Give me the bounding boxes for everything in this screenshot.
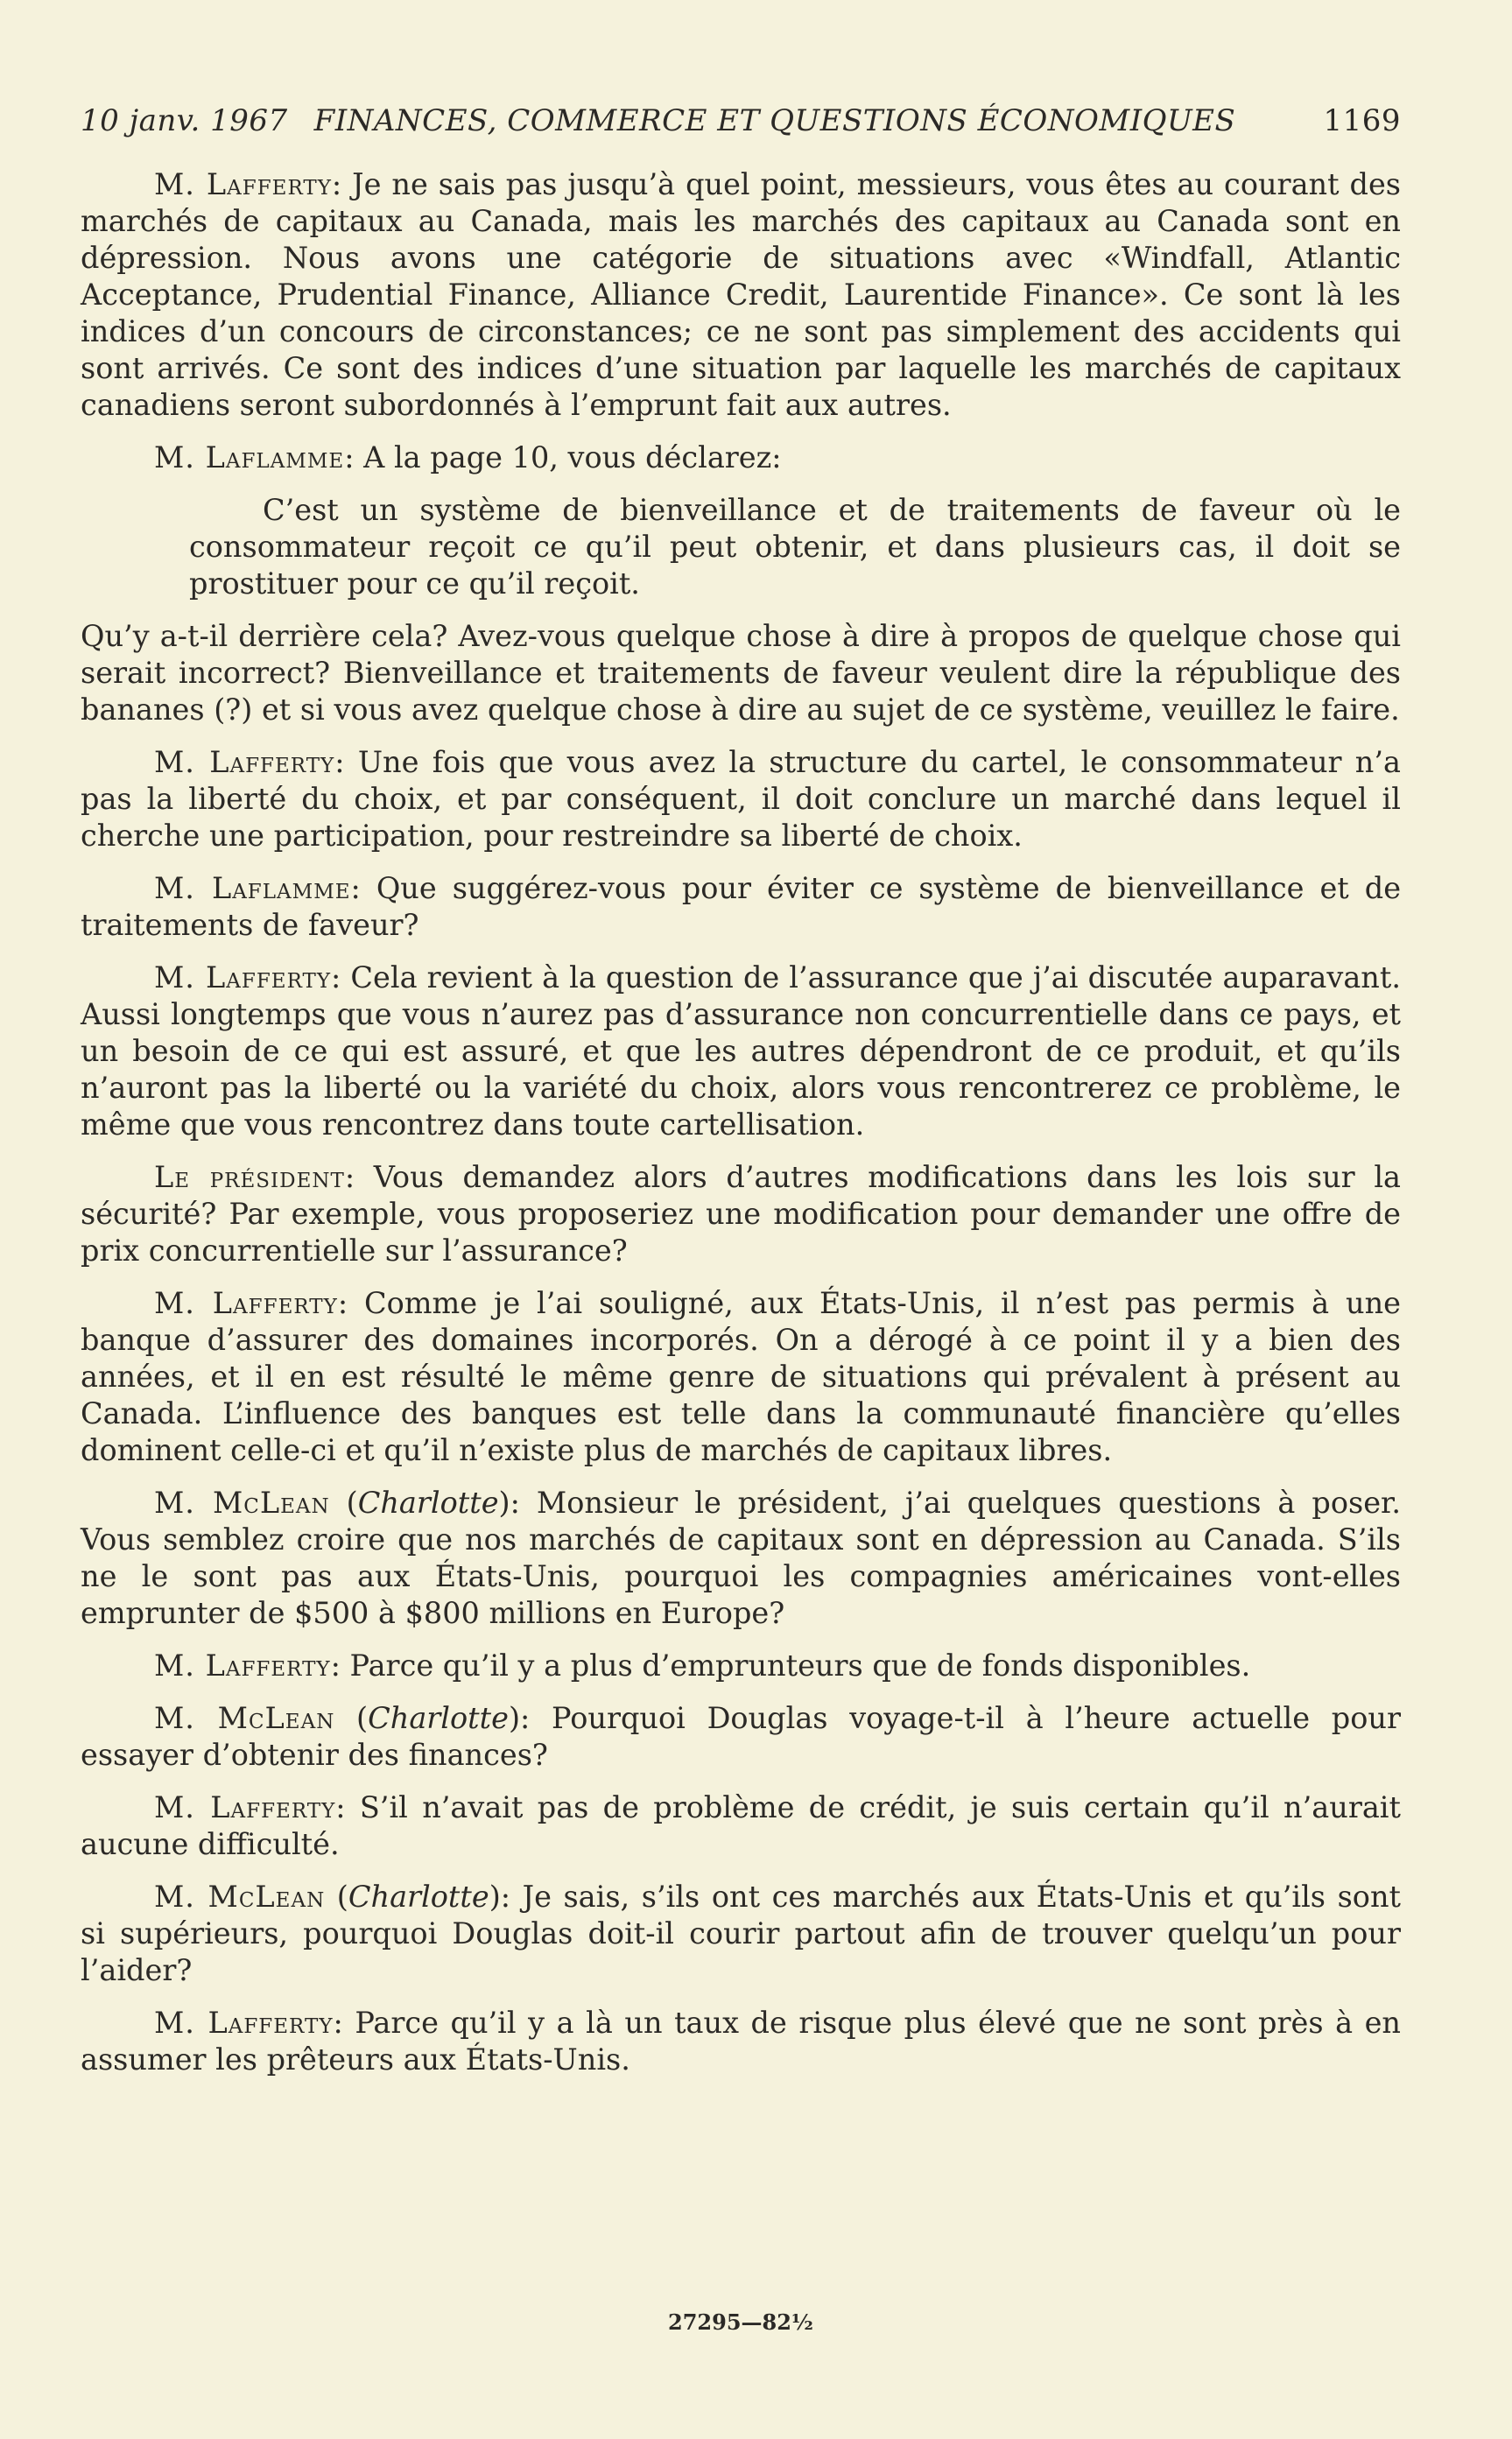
page-header bbox=[81, 103, 1401, 138]
speaker-name: M. Lafferty bbox=[154, 1790, 336, 1824]
speech-text: Parce qu’il y a là un taux de risque plus élevé que ne sont près à en assumer les prêteurs aux États-Unis. bbox=[81, 2006, 1401, 2077]
speech-paragraph: M. Lafferty: Parce qu’il y a là un taux de risque plus élevé que ne sont près à en assumer les prêteurs aux États-Unis. bbox=[81, 2006, 1401, 2077]
speech-text: Vous demandez alors d’autres modifications dans les lois sur la sécurité? Par exemple, vous proposeriez une modification pour demander une offre de prix concurrentielle sur l’assurance? bbox=[81, 1160, 1402, 1268]
speech-text: Parce qu’il y a plus d’emprunteurs que de fonds disponibles. bbox=[349, 1648, 1251, 1683]
speech-text: Je sais, s’ils ont ces marchés aux États-Unis et qu’ils sont si supérieurs, pourquoi Douglas doit-il courir partout afin de trouver quelqu’un pour l’aider? bbox=[81, 1880, 1401, 1987]
speech-text: Monsieur le président, j’ai quelques questions à poser. Vous semblez croire que nos marchés de capitaux sont en dépression au Canada. S’ils ne le sont pas aux États-Unis, pourquoi les compagnies américaines vont-elles emprunter de $500 à $800 millions en Europe? bbox=[81, 1486, 1401, 1630]
speaker-name: M. Lafferty bbox=[154, 1286, 338, 1320]
speaker-name: M. Lafferty bbox=[154, 167, 332, 201]
speaker-name: M. Laflamme bbox=[154, 871, 351, 905]
speech-paragraph: M. Lafferty: S’il n’avait pas de problème de crédit, je suis certain qu’il n’aurait aucune difficulté. bbox=[81, 1790, 1401, 1861]
speaker-name: M. Laflamme bbox=[154, 440, 345, 474]
page-number: 1169 bbox=[1323, 103, 1401, 138]
document-body bbox=[81, 166, 1401, 2078]
speech-paragraph: M. Lafferty: Cela revient à la question de l’assurance que j’ai discutée auparavant. Aussi longtemps que vous n’aurez pas d’assurance non concurrentielle dans ce pays, et un besoin de ce qui est assuré, et que les autres dépendront de ce produit, et qu’ils n’auront pas la liberté ou la variété du choix, alors vous rencontrerez ce problème, le même que vous rencontrez dans toute cartellisation. bbox=[81, 960, 1401, 1142]
speech-paragraph: M. Lafferty: Une fois que vous avez la structure du cartel, le consommateur n’a pas la liberté du choix, et par conséquent, il doit conclure un marché dans lequel il cherche une participation, pour restreindre sa liberté de choix. bbox=[81, 745, 1402, 853]
speech-paragraph: M. Lafferty: Je ne sais pas jusqu’à quel point, messieurs, vous êtes au courant des marchés de capitaux au Canada, mais les marchés des capitaux au Canada sont en dépression. Nous avons une catégorie de situations avec «Windfall, Atlantic Acceptance, Prudential Finance, Alliance Credit, Laurentide Finance». Ce sont là les indices d’un concours de circonstances; ce ne sont pas simplement des accidents qui sont arrivés. Ce sont des indices d’une situation par laquelle les marchés de capitaux canadiens seront subordonnés à l’emprunt fait aux autres. bbox=[81, 167, 1402, 422]
speech-text: Que suggérez-vous pour éviter ce système de bienveillance et de traitements de faveur? bbox=[81, 871, 1402, 942]
speech-text: Une fois que vous avez la structure du cartel, le consommateur n’a pas la liberté du choix, et par conséquent, il doit conclure un marché dans lequel il cherche une participation, pour restreindre sa liberté de choix. bbox=[81, 745, 1402, 853]
speech-paragraph: M. McLean (Charlotte): Monsieur le président, j’ai quelques questions à poser. Vous semblez croire que nos marchés de capitaux sont en dépression au Canada. S’ils ne le sont pas aux États-Unis, pourquoi les compagnies américaines vont-elles emprunter de $500 à $800 millions en Europe? bbox=[81, 1486, 1401, 1630]
header-title: FINANCES, COMMERCE ET QUESTIONS ÉCONOMIQUES bbox=[313, 103, 1236, 138]
page-footer: 27295—82½ bbox=[668, 2309, 813, 2335]
speech-text: Cela revient à la question de l’assurance que j’ai discutée auparavant. Aussi longtemps que vous n’aurez pas d’assurance non concurrentielle dans ce pays, et un besoin de ce qui est assuré, et que les autres dépendront de ce produit, et qu’ils n’auront pas la liberté ou la variété du choix, alors vous rencontrerez ce problème, le même que vous rencontrez dans toute cartellisation. bbox=[81, 960, 1401, 1142]
speech-text: Pourquoi Douglas voyage-t-il à l’heure actuelle pour essayer d’obtenir des finances? bbox=[81, 1701, 1402, 1772]
speech-text: Comme je l’ai souligné, aux États-Unis, il n’est pas permis à une banque d’assurer des domaines incorporés. On a dérogé à ce point il y a bien des années, et il en est résulté le même genre de situations qui prévalent à présent au Canada. L’influence des banques est telle dans la communauté financière qu’elles dominent celle-ci et qu’il n’existe plus de marchés de capitaux libres. bbox=[81, 1286, 1401, 1467]
speech-text: A la page 10, vous déclarez: bbox=[363, 440, 782, 474]
speaker-name: M. McLean bbox=[154, 1880, 326, 1914]
speaker-name: M. McLean bbox=[154, 1486, 330, 1520]
speaker-name: M. Lafferty bbox=[154, 1648, 331, 1683]
document-page bbox=[81, 103, 1402, 2335]
speech-paragraph: M. McLean (Charlotte): Pourquoi Douglas voyage-t-il à l’heure actuelle pour essayer d’obtenir des finances? bbox=[81, 1701, 1402, 1772]
speech-paragraph: M. Laflamme: A la page 10, vous déclarez: bbox=[154, 440, 782, 474]
speech-text: Je ne sais pas jusqu’à quel point, messieurs, vous êtes au courant des marchés de capitaux au Canada, mais les marchés des capitaux au Canada sont en dépression. Nous avons une catégorie de situations avec «Windfall, Atlantic Acceptance, Prudential Finance, Alliance Credit, Laurentide Finance». Ce sont là les indices d’un concours de circonstances; ce ne sont pas simplement des accidents qui sont arrivés. Ce sont des indices d’une situation par laquelle les marchés de capitaux canadiens seront subordonnés à l’emprunt fait aux autres. bbox=[81, 167, 1402, 422]
block-quote bbox=[189, 492, 1401, 602]
paragraph bbox=[81, 618, 1401, 728]
speaker-name: M. Lafferty bbox=[154, 2006, 334, 2040]
speaker-riding: Charlotte bbox=[368, 1701, 509, 1735]
quote-text: C’est un système de bienveillance et de traitements de faveur où le consommateur reçoit ce qu’il peut obtenir, et dans plusieurs cas, il doit se prostituer pour ce qu’il reçoit. bbox=[189, 493, 1401, 601]
header-date: 10 janv. 1967 bbox=[81, 103, 288, 138]
speaker-name: M. Lafferty bbox=[154, 745, 335, 779]
speaker-name: Le président bbox=[154, 1160, 345, 1194]
speech-paragraph: M. McLean (Charlotte): Je sais, s’ils ont ces marchés aux États-Unis et qu’ils sont si supérieurs, pourquoi Douglas doit-il courir partout afin de trouver quelqu’un pour l’aider? bbox=[81, 1880, 1401, 1987]
speaker-riding: Charlotte bbox=[357, 1486, 499, 1520]
speech-paragraph: M. Laflamme: Que suggérez-vous pour éviter ce système de bienveillance et de traitements de faveur? bbox=[81, 871, 1402, 942]
speech-text: S’il n’avait pas de problème de crédit, je suis certain qu’il n’aurait aucune difficulté. bbox=[81, 1790, 1401, 1861]
speech-paragraph: M. Lafferty: Comme je l’ai souligné, aux États-Unis, il n’est pas permis à une banque d’assurer des domaines incorporés. On a dérogé à ce point il y a bien des années, et il en est résulté le même genre de situations qui prévalent à présent au Canada. L’influence des banques est telle dans la communauté financière qu’elles dominent celle-ci et qu’il n’existe plus de marchés de capitaux libres. bbox=[81, 1286, 1401, 1467]
speaker-riding: Charlotte bbox=[348, 1880, 489, 1914]
paragraph-text: Qu’y a-t-il derrière cela? Avez-vous quelque chose à dire à propos de quelque chose qui serait incorrect? Bienveillance et traitements de faveur veulent dire la république des bananes (?) et si vous avez quelque chose à dire au sujet de ce système, veuillez le faire. bbox=[81, 619, 1401, 727]
speaker-name: M. McLean bbox=[154, 1701, 335, 1735]
speech-paragraph: M. Lafferty: Parce qu’il y a plus d’emprunteurs que de fonds disponibles. bbox=[154, 1648, 1251, 1683]
speech-paragraph: Le président: Vous demandez alors d’autres modifications dans les lois sur la sécurité? Par exemple, vous proposeriez une modification pour demander une offre de prix concurrentielle sur l’assurance? bbox=[81, 1160, 1402, 1268]
speaker-name: M. Lafferty bbox=[154, 960, 332, 995]
